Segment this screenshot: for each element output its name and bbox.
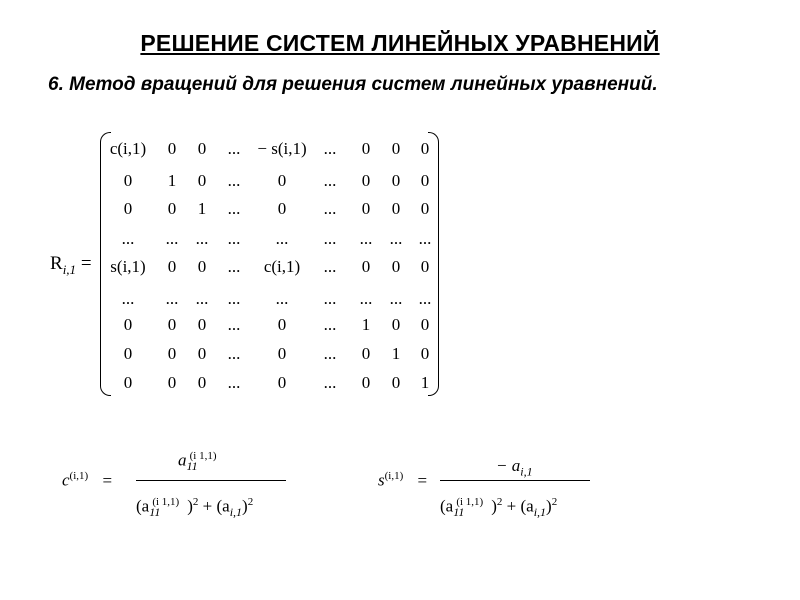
matrix-cell: ... [227, 199, 241, 218]
matrix-cell: 0 [197, 171, 207, 190]
matrix-cell: 1 [361, 315, 371, 334]
matrix-cell: 0 [361, 373, 371, 392]
matrix-cell: 0 [197, 315, 207, 334]
matrix-cell: ... [227, 315, 241, 334]
matrix-cell: ... [323, 315, 337, 334]
matrix-cell: 1 [420, 373, 430, 392]
matrix-cell: 0 [420, 139, 430, 158]
matrix-cell: 0 [123, 315, 133, 334]
matrix-cell: ... [195, 289, 209, 308]
matrix-cell: 0 [197, 257, 207, 276]
matrix-label [50, 253, 92, 278]
matrix-cell: 0 [167, 139, 177, 158]
matrix-cell: ... [227, 229, 241, 248]
matrix-cell: 0 [123, 373, 133, 392]
formula-s-fraction-bar [440, 480, 590, 481]
formula-s-lhs: $s^{(i,1)}$ = [378, 470, 428, 490]
matrix-cell: c(i,1) [263, 257, 301, 276]
matrix-right-bracket [428, 132, 439, 396]
matrix-cell: 0 [420, 171, 430, 190]
matrix-cell: ... [359, 229, 373, 248]
formula-s-denominator: ($a_{11}^{(i 1,1)}$ )$^2 + (a_{i,1})^2$ [440, 496, 558, 520]
formula-s-numerator: − $a_{i,1}$ [496, 456, 533, 479]
matrix-cell: ... [165, 229, 179, 248]
matrix-cell: ... [323, 373, 337, 392]
matrix-cell: c(i,1) [109, 139, 147, 158]
matrix-cell: ... [418, 289, 432, 308]
matrix-label-equals: = [80, 253, 92, 274]
matrix-cell: s(i,1) [110, 257, 146, 276]
matrix-cell: ... [227, 171, 241, 190]
matrix-cell: 0 [361, 139, 371, 158]
matrix-cell: ... [323, 344, 337, 363]
matrix-cell: 0 [277, 171, 287, 190]
matrix-cell: 1 [391, 344, 401, 363]
matrix-cell: 0 [361, 199, 371, 218]
matrix-cell: 0 [197, 373, 207, 392]
matrix-cell: ... [323, 257, 337, 276]
matrix-cell: ... [323, 289, 337, 308]
matrix-cell: 0 [361, 171, 371, 190]
matrix-cell: ... [165, 289, 179, 308]
matrix-cell: ... [359, 289, 373, 308]
matrix-cell: 0 [391, 315, 401, 334]
formula-c-denominator: ($a_{11}^{(i 1,1)}$ )$^2 + (a_{i,1})^2$ [136, 496, 254, 520]
matrix-cell: 1 [197, 199, 207, 218]
matrix-cell: 0 [277, 199, 287, 218]
matrix-cell: 1 [167, 171, 177, 190]
matrix-cell: ... [323, 229, 337, 248]
matrix-cell: ... [227, 344, 241, 363]
matrix-cell: ... [121, 229, 135, 248]
matrix-cell: 0 [277, 373, 287, 392]
matrix-cell: ... [275, 229, 289, 248]
matrix-cell: 0 [167, 199, 177, 218]
formula-c-fraction-bar [136, 480, 286, 481]
matrix-cell: − s(i,1) [257, 139, 307, 158]
matrix-cell: 0 [123, 199, 133, 218]
matrix-cell: 0 [420, 257, 430, 276]
matrix-cell: 0 [197, 344, 207, 363]
matrix-cell: 0 [420, 199, 430, 218]
formula-c-lhs: $c^{(i,1)}$ = [62, 470, 113, 490]
matrix-label-sub: i,1 [62, 261, 77, 277]
matrix-cell: 0 [391, 257, 401, 276]
matrix-cell: 0 [361, 344, 371, 363]
matrix-cell: 0 [123, 344, 133, 363]
matrix-cell: 0 [420, 315, 430, 334]
matrix-cell: 0 [167, 373, 177, 392]
matrix-cell: ... [418, 229, 432, 248]
matrix-cell: ... [389, 229, 403, 248]
matrix-cell: ... [323, 199, 337, 218]
matrix-cell: 0 [391, 171, 401, 190]
matrix-cell: ... [195, 229, 209, 248]
matrix-label-main: R [50, 253, 63, 274]
section-subtitle: 6. Метод вращений для решения систем линейных уравнений. [48, 74, 658, 95]
matrix-cell: ... [227, 289, 241, 308]
matrix-cell: 0 [123, 171, 133, 190]
formula-c-numerator: $a_{11}^{(i 1,1)}$ [178, 450, 217, 474]
matrix-cell: ... [323, 139, 337, 158]
matrix-cell: ... [389, 289, 403, 308]
page-title: РЕШЕНИЕ СИСТЕМ ЛИНЕЙНЫХ УРАВНЕНИЙ [140, 30, 660, 56]
matrix-cell: 0 [391, 199, 401, 218]
matrix-cell: ... [227, 257, 241, 276]
matrix-cell: ... [121, 289, 135, 308]
matrix-cell: 0 [277, 315, 287, 334]
matrix-cell: 0 [420, 344, 430, 363]
matrix-cell: 0 [167, 344, 177, 363]
matrix-cell: 0 [197, 139, 207, 158]
matrix-cell: ... [275, 289, 289, 308]
matrix-cell: 0 [361, 257, 371, 276]
matrix-cell: ... [227, 373, 241, 392]
matrix-cell: 0 [391, 373, 401, 392]
matrix-cell: 0 [277, 344, 287, 363]
matrix-cell: 0 [391, 139, 401, 158]
matrix-cell: 0 [167, 257, 177, 276]
matrix-cell: ... [323, 171, 337, 190]
matrix-cell: ... [227, 139, 241, 158]
matrix-cell: 0 [167, 315, 177, 334]
